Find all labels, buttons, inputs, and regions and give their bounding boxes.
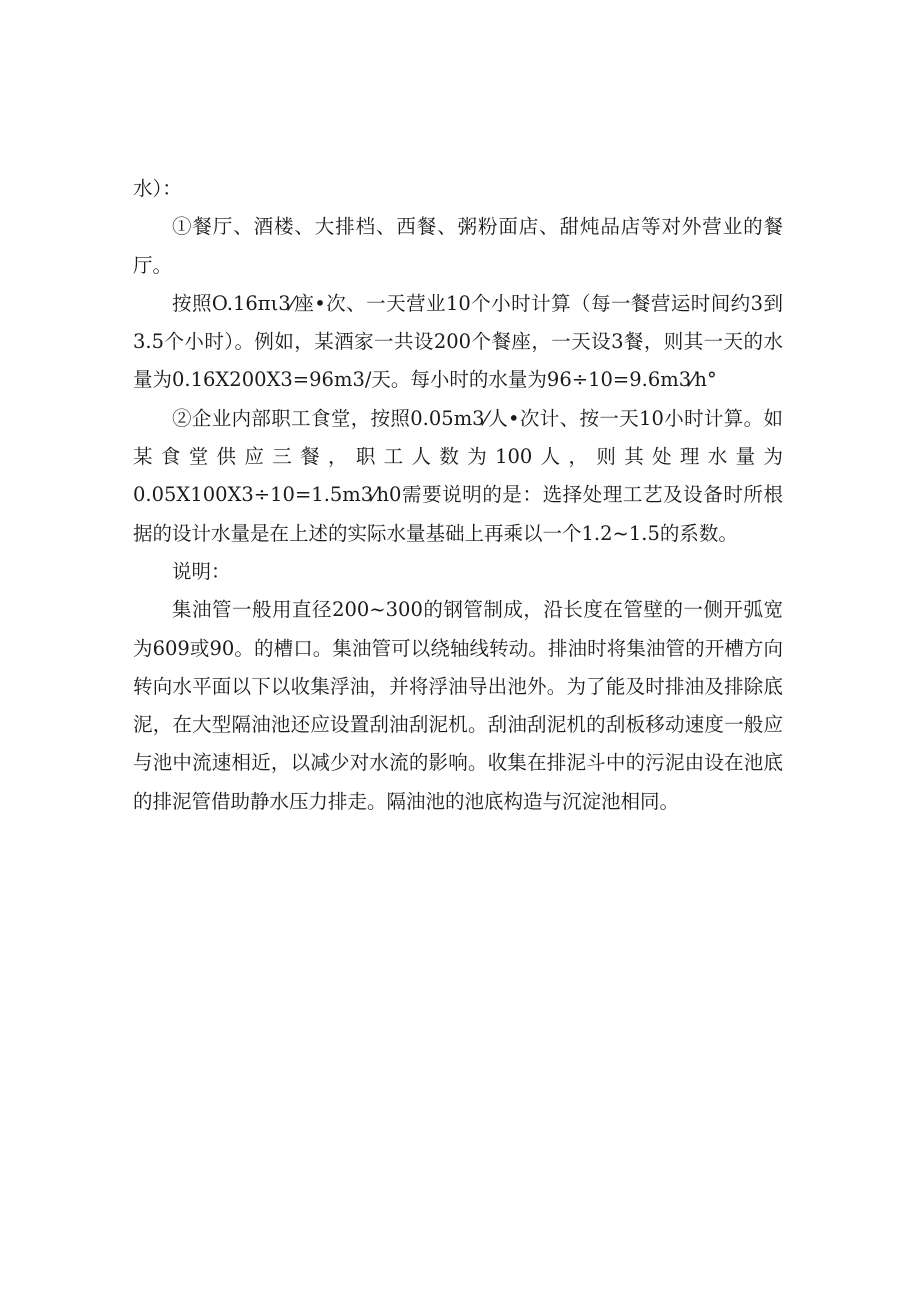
document-body bbox=[133, 170, 783, 821]
paragraph-canteen-calculation: ②企业内部职工食堂，按照0.05m3⁄人•次计、按一天10小时计算。如某食堂供应三餐，职工人数为100人，则其处理水量为0.05X100X3÷10=1.5m3⁄h0需要说明的是：选择处理工艺及设备时所根据的设计水量是在上述的实际水量基础上再乘以一个1.2~1.5的系数。 bbox=[133, 406, 783, 545]
paragraph-explanation-heading: 说明： bbox=[172, 559, 231, 583]
paragraph-restaurant-calculation: 按照O.16πι3⁄座•次、一天营业10个小时计算（每一餐营运时间约3到3.5个小时）。例如，某酒家一共设200个餐座，一天设3餐，则其一天的水量为0.16X200X3=96m3/天。每小时的水量为96÷10=9.6m3⁄h° bbox=[133, 291, 783, 392]
paragraph-continuation: 水）： bbox=[133, 177, 182, 200]
paragraph-restaurant-category: ①餐厅、酒楼、大排档、西餐、粥粉面店、甜炖品店等对外营业的餐厅。 bbox=[133, 215, 783, 277]
paragraph-oil-collector-explanation: 集油管一般用直径200~300的钢管制成，沿长度在管壁的一侧开弧宽为609或90。的槽口。集油管可以绕轴线转动。排油时将集油管的开槽方向转向水平面以下以收集浮油，并将浮油导出池外。为了能及时排油及排除底泥，在大型隔油池还应设置刮油刮泥机。刮油刮泥机的刮板移动速度一般应与池中流速相近，以减少对水流的影响。收集在排泥斗中的污泥由设在池底的排泥管借助静水压力排走。隔油池的池底构造与沉淀池相同。 bbox=[133, 598, 783, 813]
